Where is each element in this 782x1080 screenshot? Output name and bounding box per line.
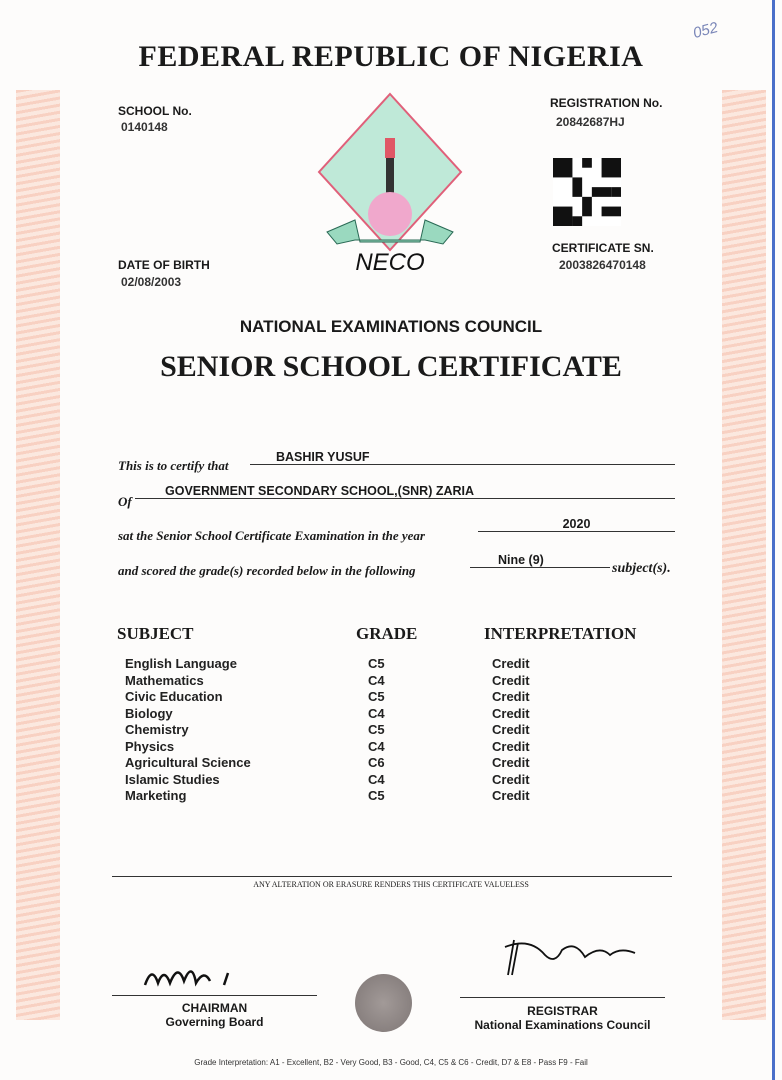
- interpretation-cell: Credit: [492, 738, 530, 754]
- table-row: [125, 689, 575, 706]
- table-row: [125, 739, 575, 756]
- certificate-sn-value: 2003826470148: [559, 258, 646, 272]
- subject-cell: Islamic Studies: [125, 771, 220, 787]
- interpretation-cell: Credit: [492, 788, 530, 803]
- council-name: NATIONAL EXAMINATIONS COUNCIL: [239, 317, 543, 336]
- registrar-line: [460, 997, 665, 998]
- grade-interpretation-footer: Grade Interpretation: A1 - Excellent, B2 - Very Good, B3 - Good, C4, C5 & C6 - Credit, D7 & E8 - Pass F9 - Fail: [194, 1058, 588, 1067]
- grade-cell: C4: [368, 771, 385, 787]
- candidate-name: BASHIR YUSUF: [250, 450, 675, 465]
- exam-text: sat the Senior School Certificate Examination in the year: [118, 528, 425, 543]
- registrar-block: [460, 1004, 665, 1032]
- school-no-label: SCHOOL No.: [118, 104, 192, 118]
- registrar-subtitle: National Examinations Council: [474, 1018, 651, 1032]
- subject-cell: Marketing: [125, 788, 187, 803]
- logo-text: NECO: [355, 249, 425, 276]
- subject-cell: Civic Education: [125, 689, 223, 704]
- subjects-text: subject(s).: [612, 561, 671, 576]
- certificate-sn-label: CERTIFICATE SN.: [552, 241, 654, 255]
- divider: [112, 876, 672, 877]
- interpretation-cell: Credit: [492, 771, 530, 787]
- chairman-subtitle: Governing Board: [165, 1015, 264, 1029]
- subject-cell: Chemistry: [125, 722, 189, 737]
- of-text: Of: [118, 494, 132, 509]
- table-row: [125, 706, 575, 723]
- subject-cell: Agricultural Science: [125, 755, 251, 770]
- grade-cell: C4: [368, 672, 385, 688]
- registration-no-value: 20842687HJ: [556, 115, 625, 129]
- school-no-value: 0140148: [121, 120, 168, 134]
- grade-cell: C5: [368, 656, 385, 671]
- registrar-title: REGISTRAR: [527, 1004, 598, 1018]
- qr-code-icon: [553, 158, 621, 226]
- interpretation-cell: Credit: [492, 689, 530, 704]
- registration-no-label: REGISTRATION No.: [550, 96, 663, 110]
- interpretation-cell: Credit: [492, 705, 530, 721]
- country-title: FEDERAL REPUBLIC OF NIGERIA: [138, 40, 644, 73]
- grade-cell: C5: [368, 689, 385, 704]
- table-row: [125, 755, 575, 772]
- chairman-line: [112, 995, 317, 996]
- chairman-block: [112, 1001, 317, 1029]
- subject-count: Nine (9): [470, 553, 610, 568]
- table-row: [125, 722, 575, 739]
- interpretation-cell: Credit: [492, 755, 530, 770]
- chairman-title: CHAIRMAN: [181, 1001, 248, 1015]
- table-row: [125, 673, 575, 690]
- seal-icon: [355, 974, 412, 1032]
- grade-cell: C5: [368, 788, 385, 803]
- scored-text: and scored the grade(s) recorded below in the following: [118, 563, 416, 578]
- dob-value: 02/08/2003: [121, 275, 182, 289]
- subject-cell: Biology: [125, 705, 173, 721]
- page-edge: [772, 0, 775, 1080]
- interpretation-cell: Credit: [492, 722, 530, 737]
- table-row: [125, 656, 575, 673]
- interpretation-cell: Credit: [492, 656, 530, 671]
- table-row: [125, 772, 575, 789]
- subject-cell: Physics: [125, 738, 175, 754]
- grade-header: GRADE: [356, 624, 418, 643]
- subject-cell: English Language: [125, 656, 237, 671]
- certificate-title: SENIOR SCHOOL CERTIFICATE: [160, 350, 622, 383]
- neco-logo-icon: [315, 92, 465, 277]
- grade-cell: C5: [368, 722, 385, 737]
- certify-text: This is to certify that: [118, 458, 229, 473]
- warning-text: ANY ALTERATION OR ERASURE RENDERS THIS CERTIFICATE VALUELESS: [253, 880, 529, 889]
- subject-cell: Mathematics: [125, 672, 204, 688]
- exam-year: 2020: [478, 517, 675, 532]
- school-name: GOVERNMENT SECONDARY SCHOOL,(SNR) ZARIA: [135, 484, 675, 499]
- grade-cell: C6: [368, 755, 385, 770]
- interpretation-cell: Credit: [492, 672, 530, 688]
- handwritten-note: 052: [691, 19, 720, 42]
- registrar-signature: [500, 935, 640, 980]
- grade-cell: C4: [368, 705, 385, 721]
- dob-label: DATE OF BIRTH: [118, 258, 210, 272]
- grade-cell: C4: [368, 738, 385, 754]
- chairman-signature: [140, 955, 260, 995]
- table-row: [125, 788, 575, 805]
- interpretation-header: INTERPRETATION: [484, 624, 637, 643]
- subject-header: SUBJECT: [117, 624, 194, 643]
